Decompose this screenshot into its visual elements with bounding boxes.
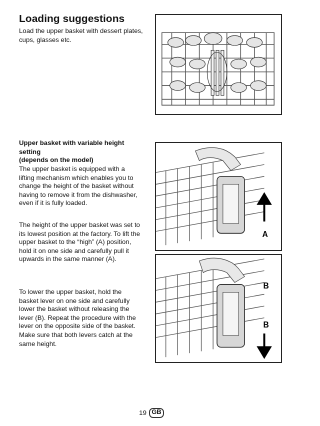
arrow-up-icon (258, 194, 270, 221)
upper-basket-intro: The upper basket is equipped with a lifting mechanism which enables you to change the height of the basket without having to remove it from the dishwasher, even if it is fully loaded. (19, 166, 138, 208)
loaded-basket-illustration (155, 14, 282, 115)
label-b-top: B (263, 281, 269, 291)
section-heading: Loading suggestions (19, 13, 125, 25)
upper-basket-heading-line2: (depends on the model) (19, 157, 94, 165)
raise-basket-illustration (155, 142, 282, 251)
upper-basket-heading (19, 140, 141, 166)
label-b: B (263, 320, 269, 330)
raise-instructions: The height of the upper basket was set to its lowest position at the factory. To lift the upper basket to the “high” (A) position, hold it on one side and carefully pull it upwards in the same manner (A). (19, 222, 141, 264)
section-intro: Load the upper basket with dessert plates, cups, glasses etc. (19, 28, 143, 44)
label-a: A (262, 230, 268, 240)
page-footer (139, 408, 164, 418)
page-number: 19 (139, 409, 147, 417)
country-badge: GB (149, 408, 165, 418)
lower-basket-illustration (155, 254, 282, 363)
arrow-down-icon (258, 334, 270, 358)
lower-instructions: To lower the upper basket, hold the basket lever on one side and carefully lower the basket without releasing the lever (B). Repeat the procedure with the lever on the opposite side of the basket. Make sure that both levers catch at the same height. (19, 289, 136, 348)
upper-basket-heading-line1: Upper basket with variable height setting (19, 140, 125, 156)
